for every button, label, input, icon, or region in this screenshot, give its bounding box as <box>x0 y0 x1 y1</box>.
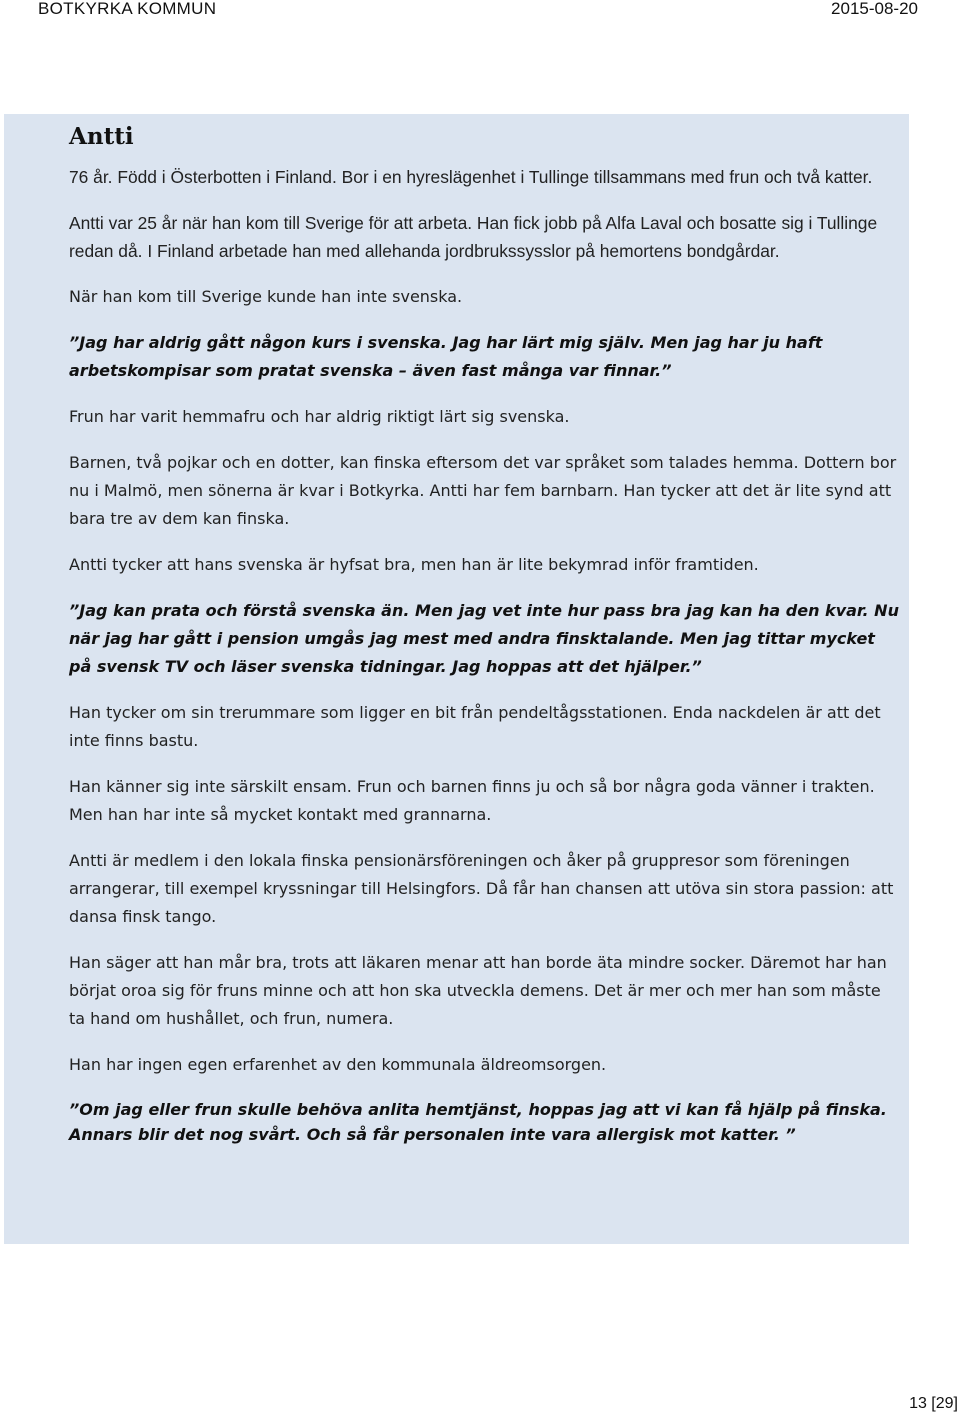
quote-paragraph: ”Om jag eller frun skulle behöva anlita hemtjänst, hoppas jag att vi kan få hjälp på finska. Annars blir det nog svårt. Och så får personalen inte vara allergisk mot katter. ” <box>69 1100 887 1144</box>
profile-title: Antti <box>69 123 134 150</box>
paragraph: Han tycker om sin trerummare som ligger en bit från pendeltågsstationen. Enda nackdelen är att det inte finns bastu. <box>69 703 881 750</box>
quote-paragraph: ”Jag har aldrig gått någon kurs i svenska. Jag har lärt mig själv. Men jag har ju haft arbetskompisar som pratat svenska – även fast många var finnar.” <box>69 333 823 380</box>
intro-paragraph: 76 år. Född i Österbotten i Finland. Bor i en hyreslägenhet i Tullinge tillsammans med frun och två katter. <box>69 167 873 187</box>
organization-name: BOTKYRKA KOMMUN <box>38 0 217 18</box>
document-date: 2015-08-20 <box>831 0 918 18</box>
paragraph: Han har ingen egen erfarenhet av den kommunala äldreomsorgen. <box>69 1055 607 1074</box>
paragraph: Antti tycker att hans svenska är hyfsat bra, men han är lite bekymrad inför framtiden. <box>69 555 759 574</box>
quote-paragraph: ”Jag kan prata och förstå svenska än. Men jag vet inte hur pass bra jag kan ha den kvar. Nu när jag har gått i pension umgås jag mest med andra finsktalande. Men jag tittar mycket på svensk TV och läser svenska tidningar. Jag hoppas att det hjälper.” <box>69 601 899 676</box>
page-number: 13 [29] <box>909 1395 958 1412</box>
profile-content <box>69 122 899 1147</box>
paragraph: Han säger att han mår bra, trots att läkaren menar att han borde äta mindre socker. Däremot har han börjat oroa sig för fruns minne och att hon ska utveckla demens. Det är mer och mer han som måste ta hand om hushållet, och frun, numera. <box>69 953 887 1028</box>
paragraph: Antti är medlem i den lokala finska pensionärsföreningen och åker på gruppresor som föreningen arrangerar, till exempel kryssningar till Helsingfors. Då får han chansen att utöva sin stora passion: att dansa finsk tango. <box>69 851 894 926</box>
paragraph: När han kom till Sverige kunde han inte svenska. <box>69 287 463 306</box>
paragraph: Antti var 25 år när han kom till Sverige för att arbeta. Han fick jobb på Alfa Laval och bosatte sig i Tullinge redan då. I Finland arbetade han med allehanda jordbrukssysslor på hemortens bondgårdar. <box>69 213 878 261</box>
paragraph: Barnen, två pojkar och en dotter, kan finska eftersom det var språket som talades hemma. Dottern bor nu i Malmö, men sönerna är kvar i Botkyrka. Antti har fem barnbarn. Han tycker att det är lite synd att bara tre av dem kan finska. <box>69 453 897 528</box>
paragraph: Frun har varit hemmafru och har aldrig riktigt lärt sig svenska. <box>69 407 570 426</box>
paragraph: Han känner sig inte särskilt ensam. Frun och barnen finns ju och så bor några goda vänner i trakten. Men han har inte så mycket kontakt med grannarna. <box>69 777 875 824</box>
